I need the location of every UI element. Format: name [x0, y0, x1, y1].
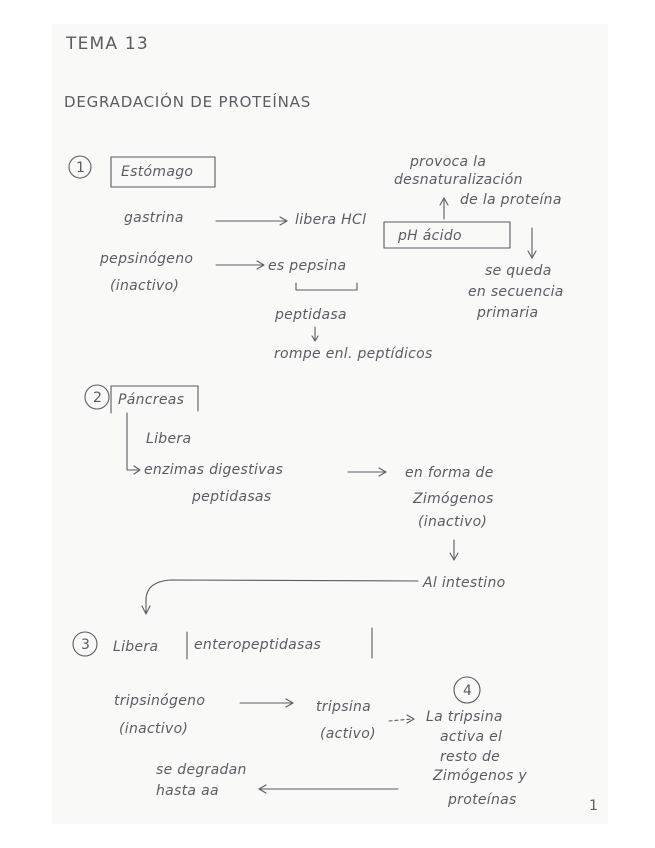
text-intestino: Al intestino	[423, 575, 506, 591]
curved-arrow-to-3	[146, 580, 418, 612]
text-provoca-3: de la proteína	[460, 192, 562, 208]
text-activo: (activo)	[320, 726, 376, 742]
text-activa-1: La tripsina	[426, 709, 503, 725]
circle-4-label: 4	[463, 683, 472, 699]
text-inactivo-1: (inactivo)	[110, 278, 180, 294]
text-secuencia-2: en secuencia	[468, 284, 564, 300]
text-degradan-2: hasta aa	[156, 783, 219, 799]
text-forma-3: (inactivo)	[418, 514, 488, 530]
text-activa-3: resto de	[440, 749, 501, 765]
text-enteropeptidasas: enteropeptidasas	[194, 637, 322, 653]
dashed-arrow-tripsina	[389, 719, 412, 721]
bracket-libera	[127, 413, 138, 470]
text-activa-5: proteínas	[448, 792, 517, 808]
text-libera-hcl: libera HCl	[295, 212, 367, 228]
text-peptidasa: peptidasa	[275, 307, 347, 323]
page-title: TEMA 13	[66, 34, 149, 54]
text-activa-4: Zimógenos y	[433, 768, 527, 784]
text-es-pepsina: es pepsina	[268, 258, 347, 274]
text-activa-2: activa el	[440, 729, 503, 745]
text-forma-2: Zimógenos	[413, 491, 494, 507]
text-pepsinogeno: pepsinógeno	[100, 251, 194, 267]
text-tripsina: tripsina	[316, 699, 372, 715]
text-tripsinogeno: tripsinógeno	[114, 693, 206, 709]
text-forma-1: en forma de	[405, 465, 494, 481]
text-secuencia-3: primaria	[477, 305, 539, 321]
text-provoca-2: desnaturalización	[394, 172, 523, 188]
text-gastrina: gastrina	[124, 210, 184, 226]
organ-estomago: Estómago	[121, 164, 194, 180]
circle-3-label: 3	[81, 637, 90, 653]
text-secuencia-1: se queda	[485, 263, 552, 279]
text-libera-2: Libera	[146, 431, 192, 447]
text-ph-acido: pH ácido	[398, 228, 462, 244]
page-subtitle: DEGRADACIÓN DE PROTEÍNAS	[64, 93, 312, 111]
text-libera-3: Libera	[113, 639, 159, 655]
text-peptidasas: peptidasas	[192, 489, 272, 505]
text-enzimas: enzimas digestivas	[144, 462, 284, 478]
text-degradan-1: se degradan	[156, 762, 247, 778]
organ-pancreas: Páncreas	[118, 392, 185, 408]
text-rompe: rompe enl. peptídicos	[274, 346, 433, 362]
circle-1-label: 1	[76, 160, 85, 176]
bracket-pepsina	[296, 283, 357, 290]
text-inactivo-3: (inactivo)	[119, 721, 189, 737]
page-number: 1	[589, 798, 598, 814]
circle-2-label: 2	[93, 390, 102, 406]
text-provoca-1: provoca la	[410, 154, 487, 170]
